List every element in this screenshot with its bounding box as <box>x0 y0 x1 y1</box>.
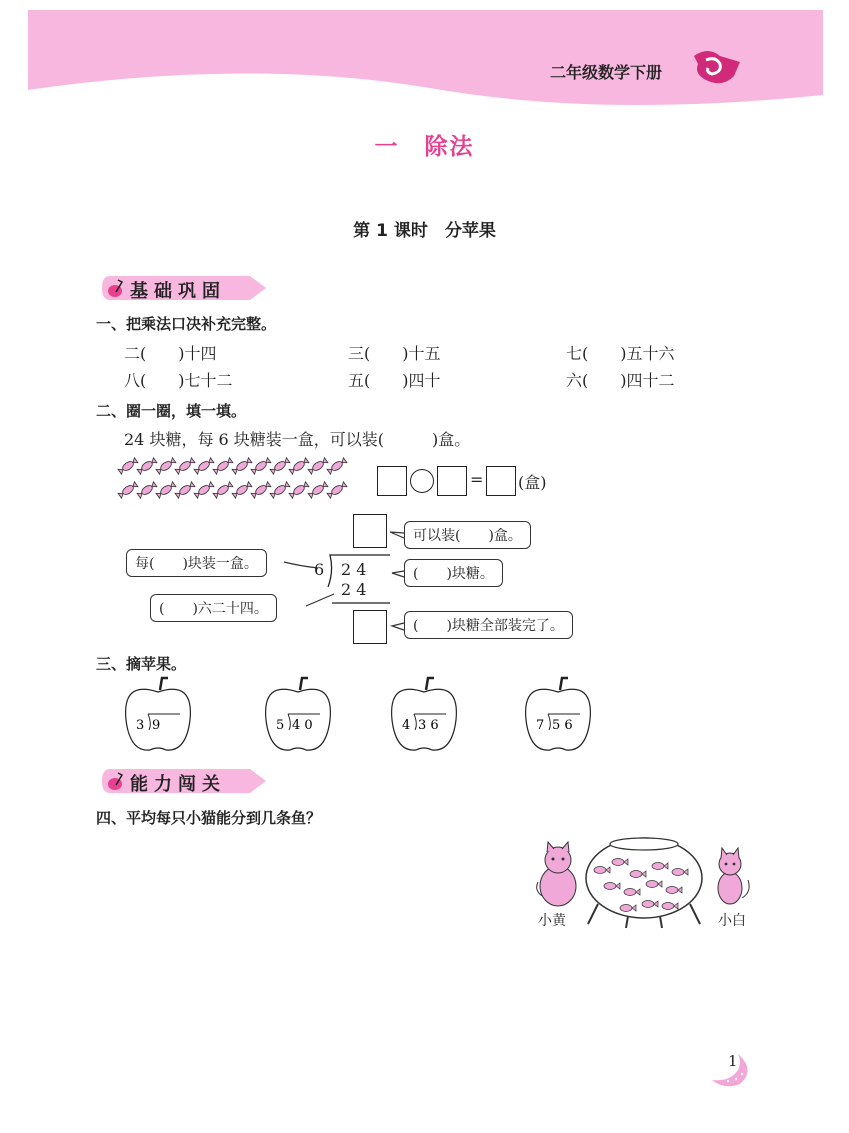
apple-dividend: 4 0 <box>292 718 313 733</box>
fishbowl-icon <box>586 838 702 928</box>
fill-item[interactable]: 五( )四十 <box>348 371 441 390</box>
question-3-title: 三、摘苹果。 <box>96 655 187 673</box>
equals-sign: = <box>470 470 484 489</box>
divisor: 6 <box>314 560 325 579</box>
question-2-title: 二、圈一圈，填一填。 <box>96 402 247 420</box>
section-tag-ability <box>100 767 268 795</box>
fill-item[interactable]: 六( )四十二 <box>566 371 675 390</box>
callout-remainder[interactable]: ( )块糖全部装完了。 <box>404 611 573 639</box>
callout-product[interactable]: ( )六二十四。 <box>150 594 277 622</box>
apple-icon <box>126 678 191 750</box>
callout-candies[interactable]: ( )块糖。 <box>404 559 503 587</box>
grade-label: 二年级数学下册 <box>550 63 663 82</box>
apple-icon <box>392 678 457 750</box>
question-2-prompt[interactable]: 24 块糖，每 6 块糖装一盒，可以装( )盒。 <box>124 430 471 449</box>
apple-divisor: 3 <box>136 718 145 733</box>
question-1-title: 一、把乘法口决补充完整。 <box>96 315 277 333</box>
apple-divisor: 4 <box>402 718 411 733</box>
apple-divisor: 5 <box>276 718 285 733</box>
fill-item[interactable]: 二( )十四 <box>124 344 217 363</box>
callout-per-box[interactable]: 每( )块装一盒。 <box>126 549 267 577</box>
fill-item[interactable]: 三( )十五 <box>348 344 441 363</box>
apple-icon <box>526 678 591 750</box>
fill-item[interactable]: 八( )七十二 <box>124 371 233 390</box>
apple-dividend: 5 6 <box>552 718 573 733</box>
unit-label: (盒) <box>518 473 547 492</box>
section-label: 基础巩固 <box>130 281 226 302</box>
apple-icon <box>266 678 331 750</box>
dividend: 2 4 <box>341 560 367 579</box>
apple-dividend: 9 <box>152 718 161 733</box>
apple-divisor: 7 <box>536 718 545 733</box>
cat-icon <box>537 842 576 906</box>
question-4-title: 四、平均每只小猫能分到几条鱼？ <box>96 809 322 827</box>
apple-dividend: 3 6 <box>418 718 439 733</box>
callout-boxes[interactable]: 可以装( )盒。 <box>404 521 531 549</box>
unit-title: 一 除法 <box>374 134 475 160</box>
cat-right-label: 小白 <box>718 913 746 929</box>
lesson-title: 第 1 课时 分苹果 <box>353 221 496 241</box>
fill-item[interactable]: 七( )五十六 <box>566 344 675 363</box>
cat-left-label: 小黄 <box>538 913 566 929</box>
cat-icon <box>718 848 749 904</box>
product: 2 4 <box>341 580 367 599</box>
page-number: 1 <box>728 1052 738 1070</box>
section-label: 能力闯关 <box>130 774 226 795</box>
